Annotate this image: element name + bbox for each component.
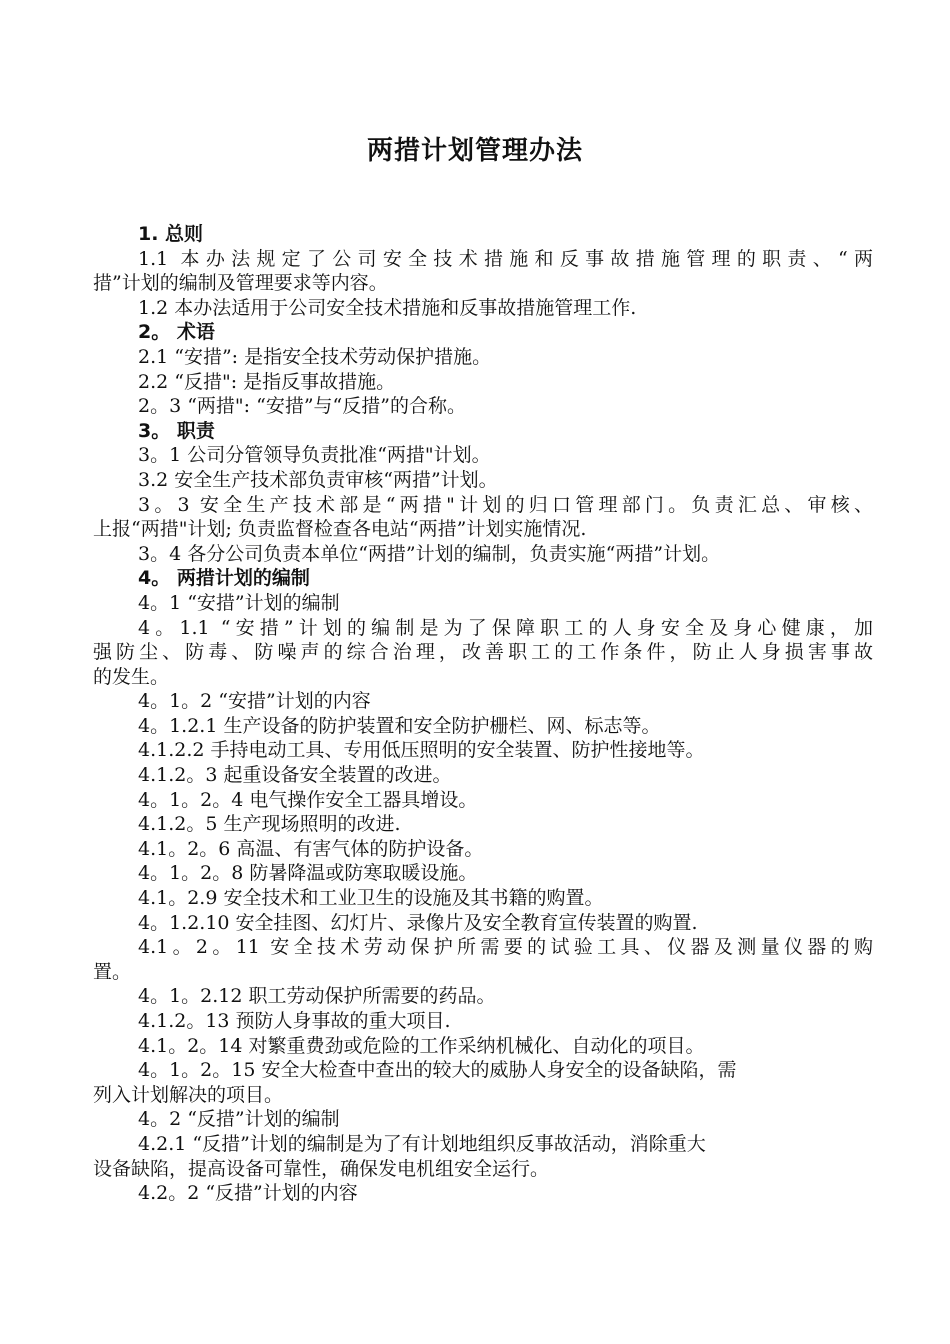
paragraph-line: 4。1。2。8 防暑降温或防寒取暖设施。 bbox=[138, 862, 478, 885]
paragraph-line: 4。2 “反措”计划的编制 bbox=[138, 1108, 340, 1131]
paragraph-line: 设备缺陷，提高设备可靠性，确保发电机组安全运行。 bbox=[93, 1157, 550, 1180]
document-body bbox=[93, 222, 873, 1206]
paragraph-line: 措”计划的编制及管理要求等内容。 bbox=[93, 272, 388, 295]
paragraph-line: 3。4 各分公司负责本单位“两措”计划的编制，负责实施“两措”计划。 bbox=[138, 542, 721, 565]
paragraph-line: 4。1。2.12 职工劳动保护所需要的药品。 bbox=[138, 985, 496, 1008]
document-title: 两措计划管理办法 bbox=[366, 136, 583, 166]
paragraph-line: 1.2 本办法适用于公司安全技术措施和反事故措施管理工作. bbox=[138, 296, 637, 319]
section-heading: 1. 总则 bbox=[138, 223, 204, 245]
paragraph-line: 的发生。 bbox=[93, 665, 170, 688]
section-heading: 3。 职责 bbox=[138, 419, 215, 442]
paragraph-line: 4.1.2。13 预防人身事故的重大项目. bbox=[138, 1010, 451, 1032]
paragraph-line: 4.1.2。5 生产现场照明的改进. bbox=[138, 813, 401, 836]
paragraph-line: 4。1.2.1 生产设备的防护装置和安全防护栅栏、网、标志等。 bbox=[138, 714, 661, 737]
paragraph-line: 3.2 安全生产技术部负责审核“两措”计划。 bbox=[138, 468, 498, 491]
paragraph-line: 4.1。2。6 高温、有害气体的防护设备。 bbox=[138, 837, 484, 860]
paragraph-line: 4.1。2。11 安全技术劳动保护所需要的试验工具、仪器及测量仪器的购 bbox=[138, 936, 873, 959]
paragraph-line: 4.2。2 “反措”计划的内容 bbox=[138, 1182, 358, 1205]
paragraph-line: 列入计划解决的项目。 bbox=[93, 1083, 284, 1106]
section-heading: 2。 术语 bbox=[138, 321, 215, 344]
paragraph-line: 4。1。2 “安措”计划的内容 bbox=[138, 690, 371, 713]
paragraph-line: 4。1.2.10 安全挂图、幻灯片、录像片及安全教育宣传装置的购置. bbox=[138, 911, 698, 934]
paragraph-line: 4。1。2。4 电气操作安全工器具增设。 bbox=[138, 788, 478, 811]
paragraph-line: 4。1 “安措”计划的编制 bbox=[138, 591, 340, 614]
paragraph-line: 2.1 “安措”: 是指安全技术劳动保护措施。 bbox=[138, 345, 492, 368]
paragraph-line: 置。 bbox=[93, 960, 132, 983]
paragraph-line: 强防尘、防毒、防噪声的综合治理，改善职工的工作条件，防止人身损害事故 bbox=[93, 641, 873, 664]
paragraph-line: 4.1.2。3 起重设备安全装置的改进。 bbox=[138, 764, 452, 787]
paragraph-line: 4.1.2.2 手持电动工具、专用低压照明的安全装置、防护性接地等。 bbox=[138, 739, 705, 762]
paragraph-line: 3。3 安全生产技术部是“两措"计划的归口管理部门。负责汇总、审核、 bbox=[138, 493, 873, 516]
paragraph-line: 2。3 “两措": “安措”与“反措”的合称。 bbox=[138, 395, 466, 418]
paragraph-line: 3。1 公司分管领导负责批准“两措"计划。 bbox=[138, 444, 491, 467]
paragraph-line: 4。1.1 “安措”计划的编制是为了保障职工的人身安全及身心健康，加 bbox=[138, 616, 873, 639]
paragraph-line: 4.1。2。14 对繁重费劲或危险的工作采纳机械化、自动化的项目。 bbox=[138, 1034, 705, 1057]
section-heading: 4。 两措计划的编制 bbox=[138, 567, 310, 590]
paragraph-line: 4.1。2.9 安全技术和工业卫生的设施及其书籍的购置。 bbox=[138, 887, 604, 910]
paragraph-line: 1.1 本办法规定了公司安全技术措施和反事故措施管理的职责、“两 bbox=[138, 247, 873, 270]
paragraph-line: 4.2.1 “反措”计划的编制是为了有计划地组织反事故活动，消除重大 bbox=[138, 1132, 706, 1155]
paragraph-line: 4。1。2。15 安全大检查中查出的较大的威胁人身安全的设备缺陷，需 bbox=[138, 1059, 737, 1082]
paragraph-line: 上报“两措"计划; 负责监督检查各电站“两措”计划实施情况. bbox=[93, 518, 587, 541]
paragraph-line: 2.2 “反措": 是指反事故措施。 bbox=[138, 370, 396, 393]
